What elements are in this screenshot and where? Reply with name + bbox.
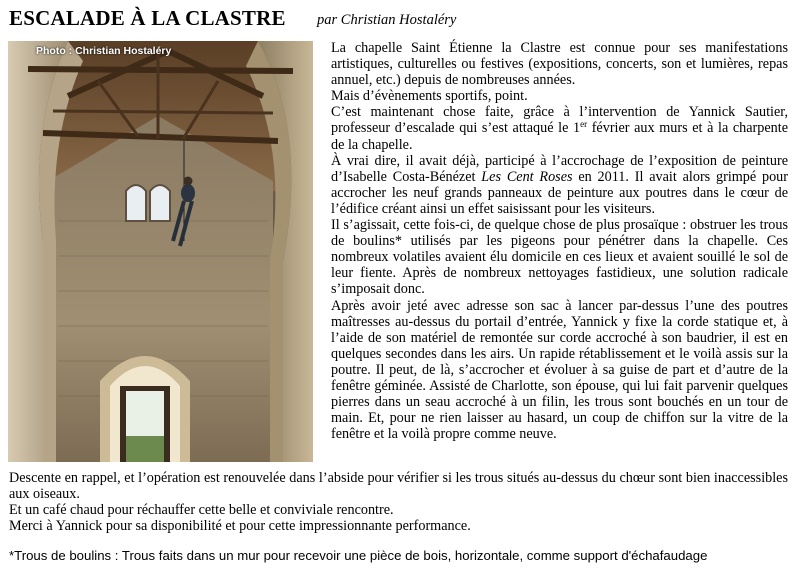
ordinal-suffix: er: [580, 119, 588, 130]
article-author: par Christian Hostaléry: [317, 12, 457, 28]
p3-text-start: C’est maintenant chose faite, grâce à l’intervention de Yannick Sautier, professeur d’escalade qui s’est attaqué le 1: [331, 104, 788, 137]
p4-text-end: en 2011. Il avait alors grimpé pour accrocher les neuf grands panneaux de peinture aux poutres dans le cœur de l’édifice créant ainsi un effet saisissant pour les visiteurs.: [331, 168, 789, 217]
paragraph-thanks: Merci à Yannick pour sa disponibilité et pour cette impressionnante performance.: [9, 518, 471, 535]
paragraph-intervention: [331, 104, 788, 152]
chapel-interior-illustration: [8, 41, 313, 462]
paragraph-descent: Descente en rappel, et l’opération est renouvelée dans l’abside pour vérifier si les trous situés au-dessus du chœur sont bien inaccessibles aux oiseaux.: [9, 470, 788, 503]
article-body-wide: [9, 470, 788, 534]
p4-text-start: À vrai dire, il avait déjà, participé à l’accrochage de l’exposition de peinture d’Isabelle Costa-Bénézet: [331, 152, 788, 185]
paragraph-pigeons: Il s’agissait, cette fois-ci, de quelque chose de plus prosaïque : obstruer les trous de boulins* utilisés par les pigeons pour pénétrer dans la chapelle. Ces nombreux volatiles avaient élu domicile en ces lieux et avaient souillé le sol de leur fiente. Après de nombreux nettoyages fastidieux, une solution radicale s’imposait donc.: [331, 217, 788, 298]
exhibition-title: Les Cent Roses: [481, 168, 573, 185]
paragraph-intro: La chapelle Saint Étienne la Clastre est connue pour ses manifestations artistiques, culturelles ou festives (expositions, concerts, son et lumières, repas annuel, etc.) depuis de nombreuses années.: [331, 40, 788, 89]
paragraph-exhibition: [331, 153, 788, 217]
article-title: ESCALADE À LA CLASTRE: [9, 6, 286, 30]
chapel-photo: [8, 41, 313, 462]
paragraph-sports: Mais d’évènements sportifs, point.: [331, 88, 528, 105]
p3-text-end: février aux murs et à la charpente de la chapelle.: [331, 120, 788, 153]
paragraph-climb: Après avoir jeté avec adresse son sac à lancer par-dessus l’une des poutres maîtresses au-dessus du portail d’entrée, Yannick y fixe la corde statique et, à l’aide de son matériel de remontée sur corde accroché à son baudrier, il est en quelques secondes dans les airs. Un rapide rétablissement et le voilà assis sur la poutre. Il peut, de là, s’accrocher et évoluer à sa guise de part et d’autre de la fenêtre géminée. Assisté de Charlotte, son épouse, qui lui fait parvenir quelques pierres dans un seau accroché à un filin, les trous sont bouchés en un tour de main. Et, pour ne rien laisser au hasard, un coup de chiffon sur la vitre de la fenêtre et la voilà propre comme neuve.: [331, 297, 788, 443]
paragraph-coffee: Et un café chaud pour réchauffer cette belle et conviviale rencontre.: [9, 502, 394, 519]
article-body-column: [331, 40, 788, 442]
photo-credit: Photo : Christian Hostaléry: [36, 45, 172, 57]
footnote: *Trous de boulins : Trous faits dans un mur pour recevoir une pièce de bois, horizontale, comme support d'échafaudage: [9, 548, 708, 563]
